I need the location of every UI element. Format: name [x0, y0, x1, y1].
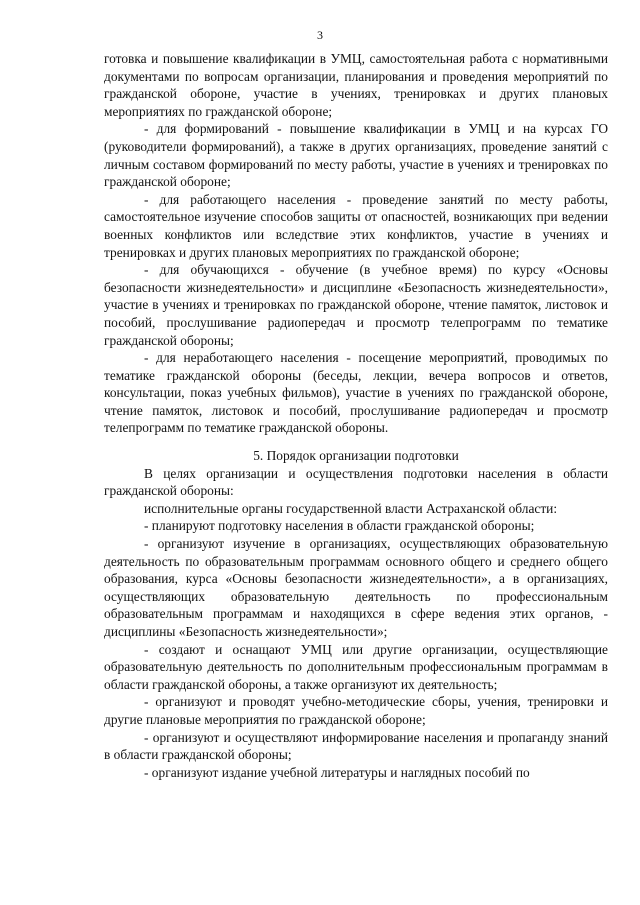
section-paragraph-study-courses: - организуют изучение в организациях, осуществляющих образовательную деятельность по образовательным программам основного общего и среднего общего образования, курса «Основы безопасности жизнедеятельности», а в организациях, осуществляющих образовательную деятельность по профессиональным образовательным программам и находящихся в сфере ведения этих органов, - дисциплины «Безопасность жизнедеятельности»; — [104, 536, 608, 639]
paragraph-formations: - для формирований - повышение квалификации в УМЦ и на курсах ГО (руководители формирований), а также в других организациях, проведение занятий с личным составом формирований по месту работы, участие в учениях и тренировках по гражданской обороне; — [104, 121, 608, 190]
section-paragraph-informing: - организуют и осуществляют информирование населения и пропаганду знаний в области гражданской обороны; — [104, 729, 608, 763]
paragraph-students: - для обучающихся - обучение (в учебное время) по курсу «Основы безопасности жизнедеятельности» и дисциплине «Безопасность жизнедеятельности», участие в учениях и тренировках по гражданской обороне, чтение памяток, листовок и пособий, прослушивание радиопередач и просмотр телепрограмм по тематике гражданской обороны; — [104, 262, 608, 348]
section-paragraph-publishing: - организуют издание учебной литературы и наглядных пособий по — [144, 764, 530, 780]
paragraph-working-population: - для работающего населения - проведение занятий по месту работы, самостоятельное изучение способов защиты от опасностей, возникающих при ведении военных конфликтов или вследствие этих конфликтов, участие в учениях и тренировках и других плановых мероприятиях по гражданской обороне; — [104, 191, 608, 260]
section-heading: 5. Порядок организации подготовки — [253, 448, 459, 464]
section-paragraph-exercises: - организуют и проводят учебно-методические сборы, учения, тренировки и другие плановые мероприятия по гражданской обороне; — [104, 694, 608, 727]
page-number: 3 — [317, 28, 323, 42]
section-paragraph-training-centers: - создают и оснащают УМЦ или другие организации, осуществляющие образовательную деятельность по дополнительным профессиональным программам в области гражданской обороны, а также организуют их деятельность; — [104, 641, 608, 692]
paragraph-continuation: готовка и повышение квалификации в УМЦ, самостоятельная работа с нормативными документами по вопросам организации, планирования и проведения мероприятий по гражданской обороне, участие в учениях, тренировках и других плановых мероприятиях по гражданской обороне; — [104, 51, 608, 119]
document-body — [104, 50, 608, 781]
section-paragraph-planning: - планируют подготовку населения в области гражданской обороны; — [144, 518, 535, 534]
section-paragraph-executive-bodies: исполнительные органы государственной власти Астраханской области: — [144, 500, 558, 516]
paragraph-non-working-population: - для неработающего населения - посещение мероприятий, проводимых по тематике гражданской обороны (беседы, лекции, вечера вопросов и ответов, консультации, показ учебных фильмов), участие в учениях по гражданской обороне, чтение памяток, листовок и пособий, прослушивание радиопередач и просмотр телепрограмм по тематике гражданской обороны. — [104, 350, 608, 436]
section-paragraph-intro: В целях организации и осуществления подготовки населения в области гражданской обороны: — [104, 465, 608, 499]
